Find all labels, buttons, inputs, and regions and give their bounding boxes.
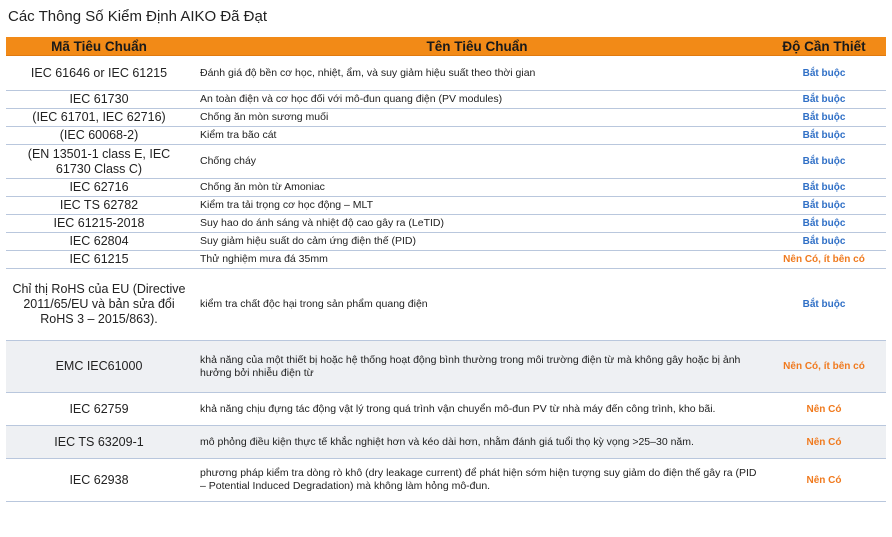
standard-name: Kiểm tra tải trọng cơ học động – MLT — [192, 197, 762, 215]
requirement-badge: Bắt buộc — [762, 233, 886, 251]
table-row — [6, 109, 886, 127]
standard-name: khả năng chịu đựng tác động vật lý trong quá trình vận chuyển mô-đun PV từ nhà máy đến công trình, kho bãi. — [192, 393, 762, 426]
standard-code: (EN 13501-1 class E, IEC 61730 Class C) — [6, 145, 192, 179]
standard-name: mô phỏng điều kiện thực tế khắc nghiệt hơn và kéo dài hơn, nhằm đánh giá tuổi thọ kỳ vọng >25–30 năm. — [192, 426, 762, 459]
requirement-badge: Bắt buộc — [762, 127, 886, 145]
page-title: Các Thông Số Kiểm Định AIKO Đã Đạt — [8, 8, 268, 25]
requirement-badge: Bắt buộc — [762, 179, 886, 197]
table-row — [6, 233, 886, 251]
requirement-badge: Bắt buộc — [762, 269, 886, 341]
requirement-badge: Nên Có — [762, 459, 886, 502]
requirement-badge: Nên Có, ít bên có — [762, 251, 886, 269]
table-row — [6, 426, 886, 459]
header-name: Tên Tiêu Chuẩn — [192, 37, 762, 56]
standard-name: An toàn điện và cơ học đối với mô-đun quang điện (PV modules) — [192, 91, 762, 109]
standard-name: Chống ăn mòn từ Amoniac — [192, 179, 762, 197]
standard-code: Chỉ thị RoHS của EU (Directive 2011/65/EU và bản sửa đổi RoHS 3 – 2015/863). — [6, 269, 192, 341]
table-row — [6, 251, 886, 269]
requirement-badge: Nên Có — [762, 393, 886, 426]
standard-code: IEC 61215-2018 — [6, 215, 192, 233]
table-row — [6, 91, 886, 109]
requirement-badge: Nên Có — [762, 426, 886, 459]
table-row — [6, 269, 886, 341]
table-header — [6, 37, 886, 56]
table-row — [6, 145, 886, 179]
standard-code: IEC 62938 — [6, 459, 192, 502]
standards-table — [6, 37, 886, 502]
table-row — [6, 56, 886, 91]
table-row — [6, 459, 886, 502]
standard-code: (IEC 61701, IEC 62716) — [6, 109, 192, 127]
standard-name: Thử nghiệm mưa đá 35mm — [192, 251, 762, 269]
requirement-badge: Bắt buộc — [762, 197, 886, 215]
header-requirement: Độ Cần Thiết — [762, 37, 886, 56]
table-row — [6, 179, 886, 197]
standard-code: IEC 61215 — [6, 251, 192, 269]
requirement-badge: Bắt buộc — [762, 145, 886, 179]
standard-code: (IEC 60068-2) — [6, 127, 192, 145]
requirement-badge: Bắt buộc — [762, 109, 886, 127]
table-row — [6, 127, 886, 145]
standard-code: IEC 62804 — [6, 233, 192, 251]
standard-name: kiểm tra chất độc hại trong sản phẩm quang điện — [192, 269, 762, 341]
standard-name: phương pháp kiểm tra dòng rò khô (dry leakage current) để phát hiện sớm hiện tượng suy giảm do điện thế gây ra (PID – Potential Induced Degradation) mà không làm hỏng mô-đun. — [192, 459, 762, 502]
standard-name: Chống ăn mòn sương muối — [192, 109, 762, 127]
table-row — [6, 341, 886, 393]
table-row — [6, 215, 886, 233]
requirement-badge: Bắt buộc — [762, 215, 886, 233]
requirement-badge: Bắt buộc — [762, 56, 886, 91]
standard-code: IEC TS 63209-1 — [6, 426, 192, 459]
standard-code: EMC IEC61000 — [6, 341, 192, 393]
table-row — [6, 197, 886, 215]
standard-name: Suy hao do ánh sáng và nhiệt độ cao gây ra (LeTID) — [192, 215, 762, 233]
standard-name: khả năng của một thiết bị hoặc hệ thống hoạt động bình thường trong môi trường điện từ mà không gây hoặc bị ảnh hưởng bởi nhiễu điện từ — [192, 341, 762, 393]
table-row — [6, 393, 886, 426]
standard-code: IEC 62759 — [6, 393, 192, 426]
requirement-badge: Nên Có, ít bên có — [762, 341, 886, 393]
standard-code: IEC 61646 or IEC 61215 — [6, 56, 192, 91]
requirement-badge: Bắt buộc — [762, 91, 886, 109]
standard-code: IEC 61730 — [6, 91, 192, 109]
standard-name: Suy giảm hiệu suất do cảm ứng điện thế (PID) — [192, 233, 762, 251]
header-code: Mã Tiêu Chuẩn — [6, 37, 192, 56]
standard-name: Đánh giá độ bền cơ học, nhiệt, ẩm, và suy giảm hiệu suất theo thời gian — [192, 56, 762, 91]
standard-name: Chống cháy — [192, 145, 762, 179]
standard-code: IEC 62716 — [6, 179, 192, 197]
standard-code: IEC TS 62782 — [6, 197, 192, 215]
standard-name: Kiểm tra bão cát — [192, 127, 762, 145]
